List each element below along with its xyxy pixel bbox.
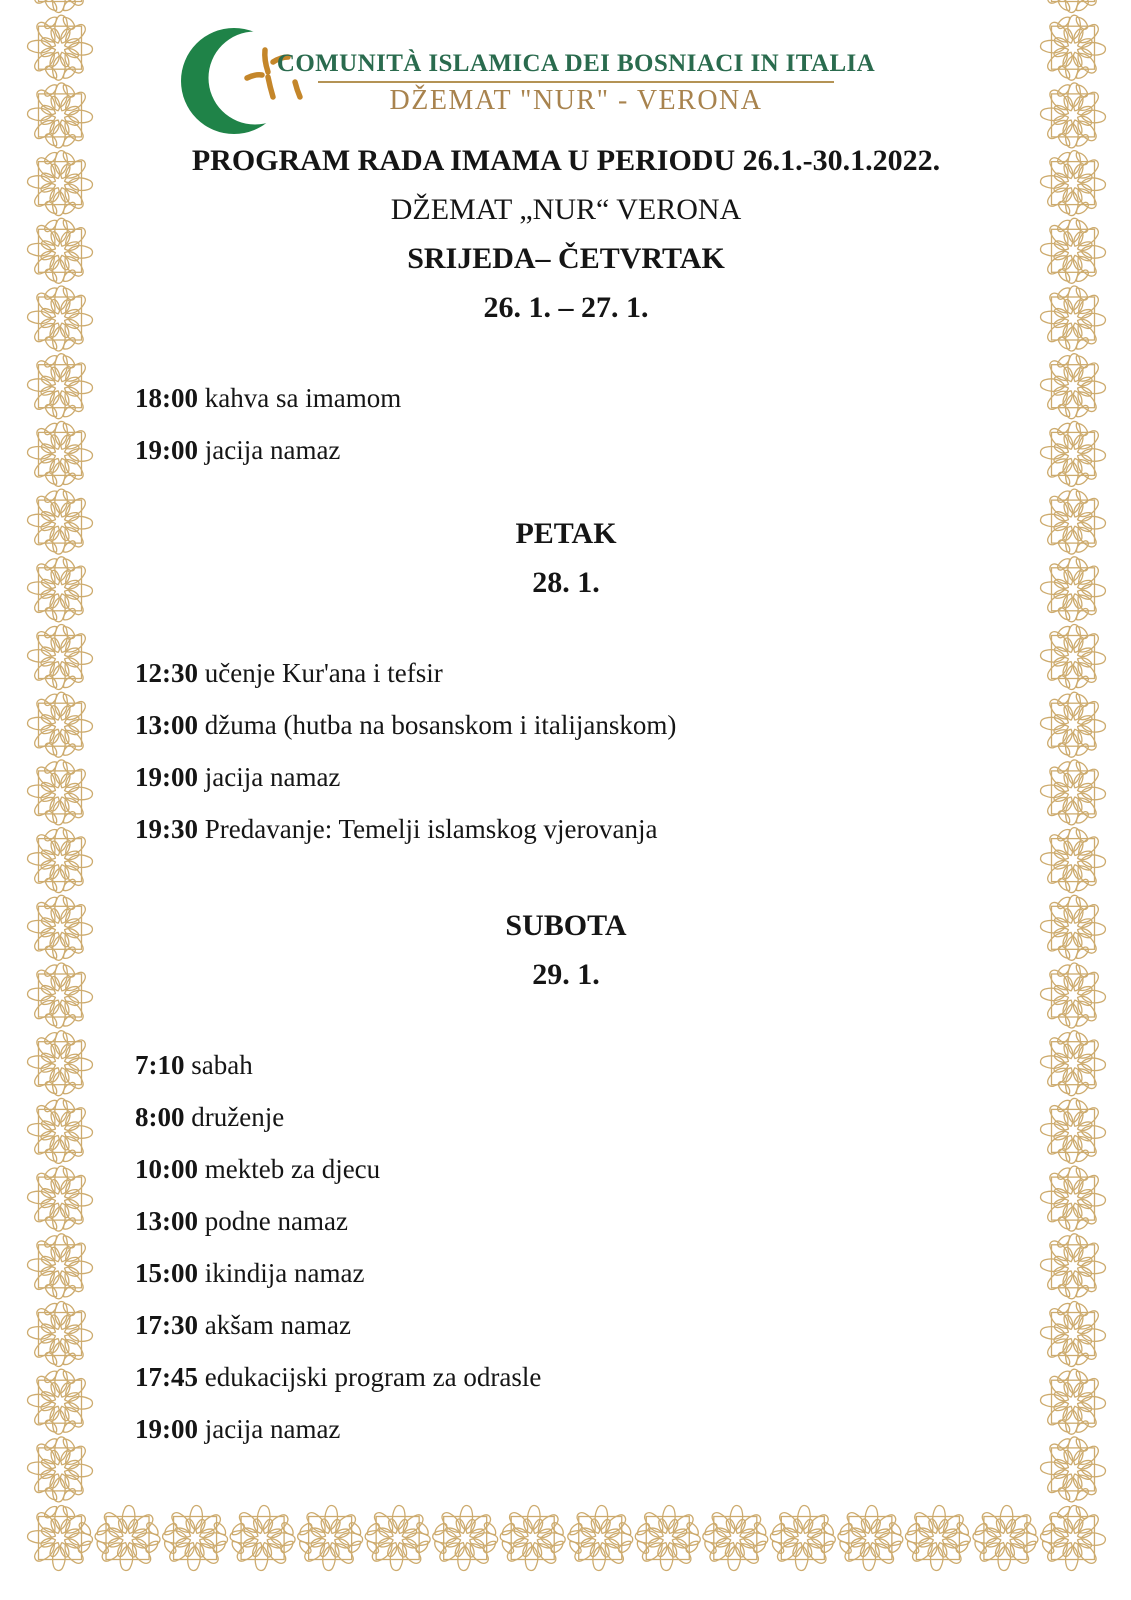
crescent-star-logo [180,20,320,140]
item-time: 15:00 [135,1258,198,1288]
schedule-section [120,234,1012,476]
schedule-item [135,1143,1012,1195]
item-time: 17:30 [135,1310,198,1340]
item-activity: učenje Kur'ana i tefsir [204,658,443,688]
item-activity: jacija namaz [204,1414,341,1444]
schedule-item [135,647,1012,699]
crescent-icon [181,28,302,134]
schedule-item [135,1247,1012,1299]
schedule [120,136,1012,1455]
item-activity: jacija namaz [204,762,341,792]
item-time: 17:45 [135,1362,198,1392]
program-subtitle: DŽEMAT „NUR“ VERONA [390,193,742,226]
item-time: 13:00 [135,1206,198,1236]
schedule-items [120,647,1012,855]
schedule-item [135,424,1012,476]
item-time: 19:00 [135,1414,198,1444]
item-time: 8:00 [135,1102,185,1132]
item-activity: mekteb za djecu [204,1154,381,1184]
item-activity: sabah [191,1050,253,1080]
date-heading: 26. 1. – 27. 1. [483,291,649,324]
item-activity: druženje [191,1102,285,1132]
schedule-item [135,751,1012,803]
schedule-item [135,1403,1012,1455]
schedule-item [135,372,1012,424]
org-underline-rule [318,81,834,83]
schedule-item [135,1299,1012,1351]
item-activity: akšam namaz [204,1310,351,1340]
item-time: 19:30 [135,814,198,844]
item-time: 18:00 [135,383,198,413]
item-activity: podne namaz [204,1206,348,1236]
schedule-item [135,1039,1012,1091]
item-activity: džuma (hutba na bosanskom i italijanskom) [204,710,677,740]
item-activity: ikindija namaz [204,1258,365,1288]
schedule-item [135,1195,1012,1247]
item-activity: Predavanje: Temelji islamskog vjerovanja [204,814,658,844]
org-subtitle: DŽEMAT "NUR" - VERONA [389,85,763,116]
program-title: PROGRAM RADA IMAMA U PERIODU 26.1.-30.1.2022. [191,144,941,177]
schedule-item [135,699,1012,751]
item-time: 19:00 [135,435,198,465]
item-activity: kahva sa imamom [204,383,402,413]
date-heading: 28. 1. [532,566,600,599]
schedule-item [135,1091,1012,1143]
date-heading: 29. 1. [532,958,600,991]
day-heading: SRIJEDA– ČETVRTAK [407,242,725,275]
item-activity: edukacijski program za odrasle [204,1362,542,1392]
schedule-item [135,803,1012,855]
item-activity: jacija namaz [204,435,341,465]
schedule-items [120,1039,1012,1455]
day-heading: SUBOTA [505,909,627,942]
schedule-sections [120,234,1012,1455]
item-time: 19:00 [135,762,198,792]
schedule-items [120,372,1012,476]
schedule-item [135,1351,1012,1403]
schedule-section [120,901,1012,1455]
org-name: COMUNITÀ ISLAMICA DEI BOSNIACI IN ITALIA [276,50,876,77]
day-heading: PETAK [515,517,617,550]
item-time: 10:00 [135,1154,198,1184]
item-time: 7:10 [135,1050,185,1080]
item-time: 12:30 [135,658,198,688]
item-time: 13:00 [135,710,198,740]
schedule-section [120,509,1012,855]
